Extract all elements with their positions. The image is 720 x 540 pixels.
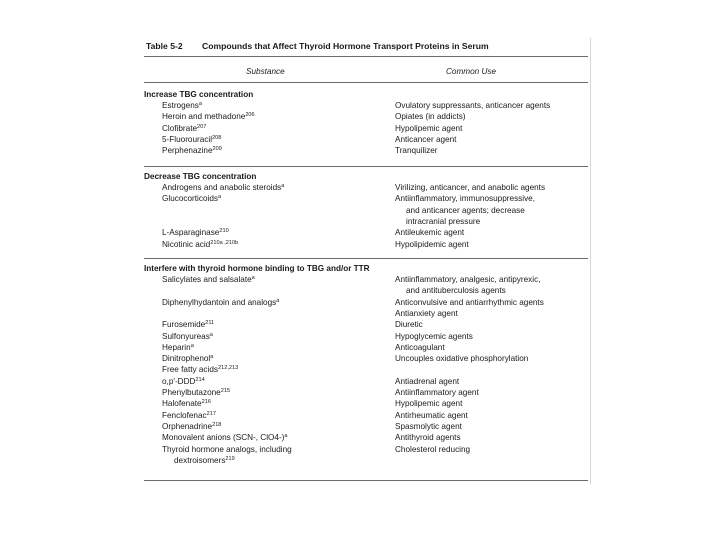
table-row [144,411,588,423]
table-row [144,343,588,355]
reference-superscript: 210 [219,228,229,235]
reference-superscript: a [198,101,202,107]
substance-cell [162,445,292,454]
substance-name: Perphenazine [162,146,213,156]
table-row [144,286,588,298]
reference-superscript: a [251,275,255,281]
reference-superscript: 208 [212,134,222,141]
substance-cell [162,194,221,203]
table-row [144,320,588,332]
section-rule [144,258,588,259]
substance-name: 5-Fluorouracil [162,134,213,144]
reference-superscript: 217 [206,410,216,417]
substance-cell [162,411,216,420]
substance-name: Orphenadrine [162,421,213,431]
table-row [144,101,588,113]
substance-cell [162,275,255,284]
substance-cell [162,183,284,192]
substance-name: Furosemide [162,320,206,330]
table-row [144,309,588,321]
common-use-cell: Antirheumatic agent [395,410,468,420]
substance-cell [162,422,221,431]
substance-name: Diphenylhydantoin and analogs [162,297,277,307]
substance-cell [162,112,255,121]
table-row [144,445,588,457]
substance-cell [162,365,238,374]
common-use-cell: Hypolipemic agent [395,399,463,409]
section-heading: Interfere with thyroid hormone binding to TBG and/or TTR [144,264,370,273]
common-use-cell: Diuretic [395,320,423,330]
substance-cell [174,456,235,465]
substance-cell [162,377,205,386]
reference-superscript: 209 [212,146,222,153]
substance-name: Sulfonyureas [162,331,210,341]
table-row [144,377,588,389]
common-use-cell: and anticancer agents; decrease [406,205,525,215]
table-row [144,354,588,366]
substance-name: L-Asparaginase [162,228,220,238]
substance-name: Monovalent anions (SCN-, ClO4-) [162,433,285,443]
reference-superscript: 207 [197,123,207,130]
substance-name: Glucocorticoids [162,194,218,204]
common-use-cell: Antiinflammatory, analgesic, antipyrexic, [395,275,541,284]
table-row [144,217,588,229]
reference-superscript: 219 [225,455,235,462]
table-row [144,399,588,411]
substance-cell [162,101,202,110]
reference-superscript: 206 [245,112,255,119]
common-use-cell: Uncouples oxidative phosphorylation [395,354,529,364]
common-use-cell: Antianxiety agent [395,308,458,318]
table-row [144,433,588,445]
reference-superscript: a [284,433,288,440]
column-header-use: Common Use [446,67,497,76]
substance-name: Heparin [162,342,191,352]
common-use-cell: Antiinflammatory agent [395,388,479,397]
table-title [146,41,489,51]
substance-name: Halofenate [162,399,202,409]
substance-cell [162,343,194,352]
table-row [144,275,588,287]
section-heading: Increase TBG concentration [144,90,254,99]
table-row [144,135,588,147]
reference-superscript: 216 [201,399,211,406]
substance-name: Estrogens [162,101,199,110]
common-use-cell: Hypolipemic agent [395,123,463,133]
table-row [144,146,588,158]
reference-superscript: a [276,297,280,304]
common-use-cell: Opiates (in addicts) [395,112,466,122]
section-heading: Decrease TBG concentration [144,172,257,181]
table-row [144,183,588,195]
reference-superscript: 214 [195,376,205,383]
common-use-cell: Tranquilizer [395,146,438,156]
substance-cell [162,298,279,307]
reference-superscript: a [281,183,285,189]
substance-name: Nicotinic acid [162,239,211,249]
table-row [144,365,588,377]
reference-superscript: 211 [205,320,215,327]
substance-cell [162,228,229,237]
table-row [144,388,588,400]
substance-name: Heroin and methadone [162,112,246,122]
common-use-cell: Antileukemic agent [395,228,465,238]
substance-cell [162,240,238,249]
table-row [144,298,588,310]
substance-name: o,p'-DDD [162,376,196,386]
reference-superscript: 215 [220,388,231,394]
common-use-cell: intracranial pressure [406,216,481,226]
substance-name: Free fatty acids [162,365,218,375]
reference-superscript: 212,213 [217,365,239,372]
common-use-cell: Antiinflammatory, immunosuppressive, [395,194,535,204]
table-row [144,228,588,240]
substance-name: Fenclofenac [162,410,207,420]
common-use-cell: Anticonvulsive and antiarrhythmic agents [395,297,544,307]
table-title-text: Compounds that Affect Thyroid Hormone Transport Proteins in Serum [202,41,489,51]
reference-superscript: a [209,331,213,338]
table-number: Table 5-2 [146,41,183,51]
substance-name: Clofibrate [162,123,198,133]
reference-superscript: 210a ,210b [210,239,239,246]
reference-superscript: 218 [212,421,222,428]
reference-superscript: a [190,342,194,349]
common-use-cell: and antituberculosis agents [406,286,506,296]
section-rule [144,166,588,167]
table-row [144,422,588,434]
title-rule [144,56,588,57]
table-row [144,194,588,206]
common-use-cell: Spasmolytic agent [395,421,462,431]
table-row [144,456,588,468]
common-use-cell: Ovulatory suppressants, anticancer agents [395,101,551,110]
table-row [144,240,588,252]
table-row [144,124,588,136]
substance-cell [162,354,213,363]
common-use-cell: Antithyroid agents [395,433,461,443]
substance-cell [162,320,214,329]
table-row [144,112,588,124]
substance-cell [162,135,221,144]
table-row [144,332,588,344]
common-use-cell: Cholesterol reducing [395,444,471,454]
bottom-rule [144,480,588,481]
document-page [144,38,591,484]
substance-name: Dinitrophenol [162,354,211,364]
substance-name: Androgens and anabolic steroids [162,183,282,192]
substance-cell [162,146,222,155]
common-use-cell: Anticoagulant [395,342,445,352]
substance-cell [162,399,211,408]
column-header-substance: Substance [246,67,285,76]
substance-name: dextroisomers [174,455,226,465]
common-use-cell: Antiadrenal agent [395,376,460,386]
substance-name: Salicylates and salsalate [162,275,252,284]
substance-cell [162,124,206,133]
common-use-cell: Anticancer agent [395,134,457,144]
reference-superscript: a [217,194,222,201]
substance-cell [162,433,288,442]
substance-name: Thyroid hormone analogs, including [162,444,292,454]
table-row [144,206,588,218]
common-use-cell: Hypoglycemic agents [395,331,473,341]
common-use-cell: Hypolipidemic agent [395,239,469,249]
common-use-cell: Virilizing, anticancer, and anabolic agents [395,183,546,192]
header-rule [144,82,588,83]
substance-cell [162,332,213,341]
substance-cell [162,388,230,397]
reference-superscript: a [210,354,214,361]
substance-name: Phenylbutazone [162,388,221,397]
